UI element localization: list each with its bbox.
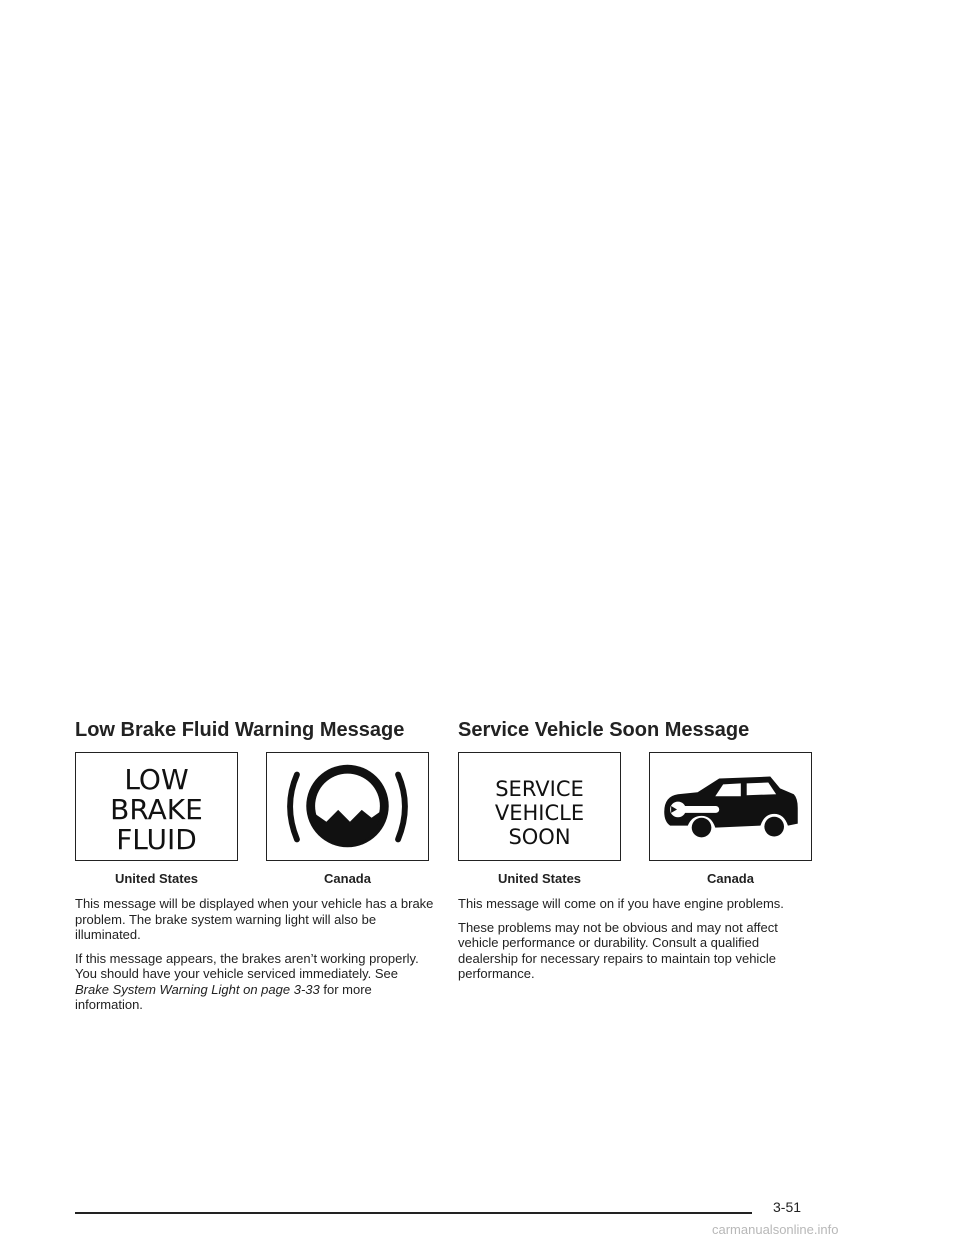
paragraph-2-end: for more information.	[75, 981, 372, 1012]
service-vehicle-soon-icons	[458, 752, 818, 890]
brake-fluid-canada-symbol	[266, 752, 429, 861]
service-vehicle-soon-heading: Service Vehicle Soon Message	[458, 719, 750, 741]
footer-rule	[75, 1212, 752, 1214]
canada-caption: Canada	[324, 871, 371, 886]
service-vehicle-soon-us-symbol	[458, 752, 621, 861]
us-symbol-line-2: VEHICLE	[494, 801, 585, 825]
low-brake-fluid-section	[75, 716, 435, 1021]
canada-caption: Canada	[707, 871, 754, 886]
low-brake-fluid-paragraph-1: This message will be displayed when your vehicle has a brake problem. The brake system warning light will also be illuminated.	[75, 896, 434, 942]
low-brake-fluid-us-symbol	[75, 752, 238, 861]
low-brake-fluid-heading: Low Brake Fluid Warning Message	[75, 719, 405, 741]
brake-system-warning-light-reference: Brake System Warning Light on page 3-33	[75, 981, 320, 997]
us-caption: United States	[497, 871, 582, 886]
vehicle-wrench-icon	[650, 753, 811, 860]
paragraph-2-text: If this message appears, the brakes aren’t working properly. You should have your vehicle serviced immediately. See	[75, 950, 419, 981]
us-caption: United States	[114, 871, 199, 886]
service-vehicle-soon-section	[458, 716, 818, 990]
low-brake-fluid-paragraph-2	[75, 951, 435, 1013]
us-symbol-line-3: SOON	[508, 825, 571, 849]
page-number: 3-51	[773, 1199, 802, 1215]
us-symbol-line-1: SERVICE	[495, 777, 584, 801]
service-vehicle-canada-symbol	[649, 752, 812, 861]
us-symbol-line-2: BRAKE	[110, 793, 203, 826]
service-vehicle-soon-paragraph-1: This message will come on if you have engine problems.	[458, 896, 784, 911]
brake-fluid-level-icon	[267, 753, 428, 860]
low-brake-fluid-icons	[75, 752, 435, 890]
watermark: carmanualsonline.info	[712, 1222, 839, 1237]
us-symbol-line-1: LOW	[124, 763, 189, 796]
us-symbol-line-3: FLUID	[116, 823, 197, 856]
service-vehicle-soon-paragraph-2: These problems may not be obvious and may not affect vehicle performance or durability. Consult a qualified dealership for necessary repairs to maintain top vehicle performance.	[458, 919, 778, 981]
